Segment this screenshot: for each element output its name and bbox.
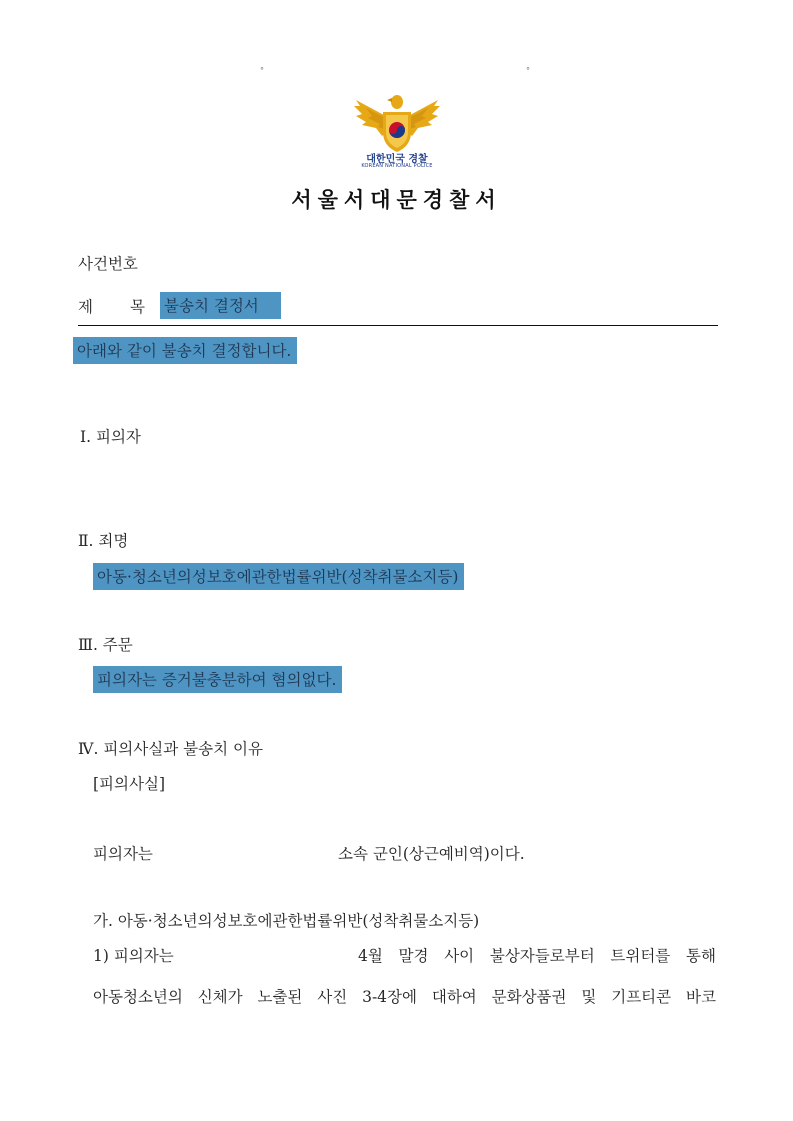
subject-label-2: 목 [130,298,145,316]
item-1-line-2-word: 및 [581,988,597,1006]
item-1-line-2-word: 3-4장에 [362,988,417,1006]
header-divider [78,325,718,326]
section-3-heading: Ⅲ. 주문 [78,636,133,654]
item-1-line-2-word: 대하여 [431,988,477,1006]
section-3-value: 피의자는 증거불충분하여 혐의없다. [93,666,342,693]
subject-value: 불송치 결정서 [160,292,281,319]
case-number-label: 사건번호 [78,255,138,273]
item-1-line-2-word: 바코 [685,988,716,1006]
section-1-heading: Ⅰ. 피의자 [80,428,141,446]
item-1-word: 트위터를 [610,947,671,965]
item-1-word: 4월 [358,947,383,965]
intro-statement: 아래와 같이 불송치 결정합니다. [73,337,297,364]
section-4-heading: Ⅳ. 피의사실과 불송치 이유 [78,740,263,758]
item-1-line-2-word: 기프티콘 [611,988,672,1006]
organization-title: 서울서대문경찰서 [291,187,502,212]
header-dot-right: ° [526,66,530,75]
item-1-word: 사이 [444,947,475,965]
item-1-start: 1) 피의자는 [93,947,174,965]
section-4-subheading: [피의사실] [93,775,165,793]
suspect-line-end: 소속 군인(상근예비역)이다. [338,845,525,863]
item-1-line-2-word: 아동청소년의 [93,988,183,1006]
item-1-word: 통해 [685,947,716,965]
item-1-line-2-word: 사진 [317,988,348,1006]
suspect-line-start: 피의자는 [93,845,153,863]
item-1-line-2-word: 문화상품권 [491,988,567,1006]
item-1-line-2-word: 노출된 [257,988,303,1006]
emblem-english-text: KOREAN NATIONAL POLICE [361,163,433,169]
section-2-value: 아동·청소년의성보호에관한법률위반(성착취물소지등) [93,563,464,590]
item-1-word: 말경 [398,947,429,965]
item-1-line-2 [93,985,716,1007]
header-dot-left: ° [260,66,264,75]
emblem-korean-text: 대한민국 경찰 [366,154,428,165]
subject-label-1: 제 [78,298,93,316]
item-1-line-1-rest [358,944,716,966]
item-1-word: 불상자들로부터 [489,947,595,965]
item-ga-heading: 가. 아동·청소년의성보호에관한법률위반(성착취물소지등) [93,912,480,930]
item-1-line-2-word: 신체가 [197,988,243,1006]
section-2-heading: Ⅱ. 죄명 [78,532,129,550]
